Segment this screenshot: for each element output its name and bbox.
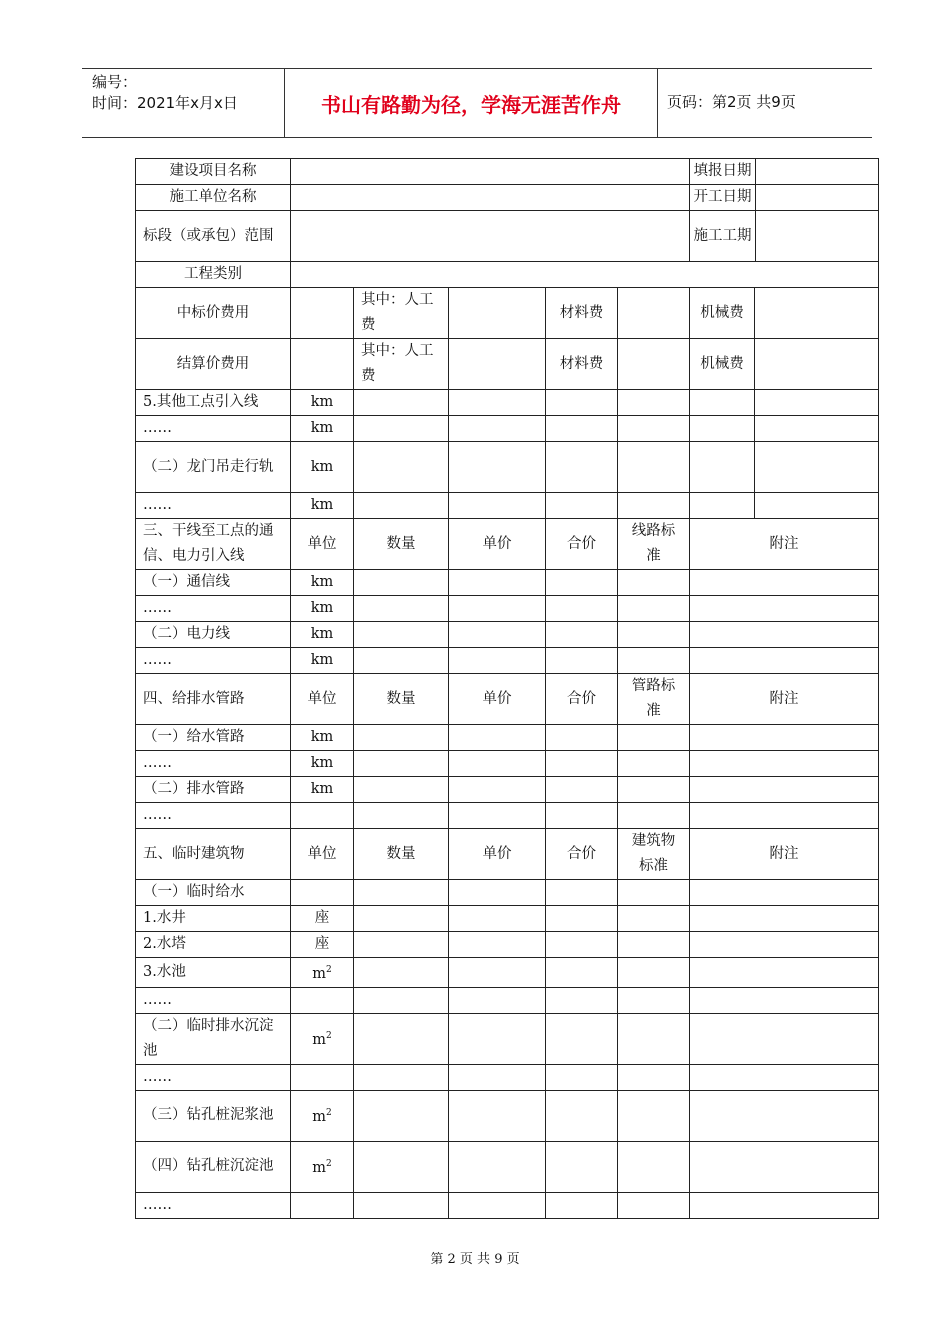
item-label: （四）钻孔桩沉淀池 xyxy=(136,1141,291,1192)
header-meta xyxy=(92,72,238,114)
cost-table xyxy=(135,158,879,1219)
unit-exponent: 2 xyxy=(326,965,332,975)
unit-cell xyxy=(291,1090,354,1141)
duration-value[interactable] xyxy=(756,211,878,261)
unit-sqm: m xyxy=(312,1109,326,1126)
table-row xyxy=(136,906,879,932)
col-unit: 单位 xyxy=(291,829,354,880)
category-value[interactable] xyxy=(291,262,879,288)
table-row xyxy=(136,211,879,262)
col-unit-price: 单价 xyxy=(449,519,546,570)
labor-label: 其中：人工费 xyxy=(354,339,449,390)
category-label: 工程类别 xyxy=(136,262,291,288)
item-label: （一）临时给水 xyxy=(136,880,291,906)
project-name-value[interactable] xyxy=(291,159,690,185)
col-line-standard: 线路标准 xyxy=(618,519,690,570)
table-row xyxy=(136,777,879,803)
item-label: （二）电力线 xyxy=(136,622,291,648)
table-row xyxy=(136,185,879,211)
table-row xyxy=(136,829,879,880)
unit-cell: km xyxy=(291,390,354,416)
item-label: （二）临时排水沉淀池 xyxy=(136,1013,291,1064)
item-label: 3.水池 xyxy=(136,958,291,988)
unit-sqm: m xyxy=(312,1160,326,1177)
table-row xyxy=(136,570,879,596)
table-row xyxy=(136,648,879,674)
fill-date-value[interactable] xyxy=(756,159,878,184)
unit-cell: km xyxy=(291,648,354,674)
table-row xyxy=(136,519,879,570)
col-quantity: 数量 xyxy=(354,674,449,725)
table-row xyxy=(136,880,879,906)
item-label: （三）钻孔桩泥浆池 xyxy=(136,1090,291,1141)
table-row xyxy=(136,390,879,416)
unit-exponent: 2 xyxy=(326,1108,332,1119)
table-row xyxy=(136,288,879,339)
unit-cell: km xyxy=(291,570,354,596)
item-label: …… xyxy=(136,596,291,622)
material-label: 材料费 xyxy=(546,288,618,339)
item-label: 1.水井 xyxy=(136,906,291,932)
col-total: 合价 xyxy=(546,674,618,725)
unit-cell: km xyxy=(291,596,354,622)
duration-label: 施工工期 xyxy=(690,211,756,261)
unit-cell: km xyxy=(291,416,354,442)
item-label: …… xyxy=(136,751,291,777)
item-label: …… xyxy=(136,803,291,829)
item-label: （二）排水管路 xyxy=(136,777,291,803)
table-row xyxy=(136,987,879,1013)
item-label: …… xyxy=(136,648,291,674)
table-row xyxy=(136,1141,879,1192)
unit-cell: km xyxy=(291,622,354,648)
item-label: 2.水塔 xyxy=(136,932,291,958)
unit-cell: km xyxy=(291,442,354,493)
col-building-standard: 建筑物标准 xyxy=(618,829,690,880)
number-label: 编号： xyxy=(92,73,138,91)
project-name-label: 建设项目名称 xyxy=(136,159,291,185)
table-row xyxy=(136,339,879,390)
table-row xyxy=(136,416,879,442)
table-row xyxy=(136,674,879,725)
page-indicator: 页码：第2页 共9页 xyxy=(667,93,796,111)
item-label: …… xyxy=(136,416,291,442)
settlement-cost-label: 结算价费用 xyxy=(136,339,291,390)
section-scope-label: 标段（或承包）范围 xyxy=(136,211,291,262)
table-row xyxy=(136,1192,879,1218)
labor-label: 其中：人工费 xyxy=(354,288,449,339)
col-pipe-standard: 管路标准 xyxy=(618,674,690,725)
table-row xyxy=(136,932,879,958)
table-row xyxy=(136,725,879,751)
item-label: 5.其他工点引入线 xyxy=(136,390,291,416)
unit-cell: km xyxy=(291,751,354,777)
table-row xyxy=(136,596,879,622)
unit-cell xyxy=(291,958,354,988)
unit-cell: 座 xyxy=(291,932,354,958)
table-row xyxy=(136,159,879,185)
unit-cell: km xyxy=(291,493,354,519)
table-row xyxy=(136,622,879,648)
time-text: 时间：2021年x月x日 xyxy=(92,94,238,112)
col-remark: 附注 xyxy=(690,674,879,725)
unit-exponent: 2 xyxy=(326,1031,332,1042)
col-remark: 附注 xyxy=(690,519,879,570)
col-quantity: 数量 xyxy=(354,829,449,880)
table-row xyxy=(136,1064,879,1090)
header-divider xyxy=(657,69,658,137)
col-unit: 单位 xyxy=(291,519,354,570)
table-row xyxy=(136,493,879,519)
col-quantity: 数量 xyxy=(354,519,449,570)
unit-cell: 座 xyxy=(291,906,354,932)
col-total: 合价 xyxy=(546,519,618,570)
section-title: 四、给排水管路 xyxy=(136,674,291,725)
item-label: …… xyxy=(136,987,291,1013)
table-row xyxy=(136,262,879,288)
col-unit-price: 单价 xyxy=(449,829,546,880)
table-row xyxy=(136,442,879,493)
fill-date-label: 填报日期 xyxy=(690,159,756,184)
item-label: …… xyxy=(136,1064,291,1090)
construction-unit-label: 施工单位名称 xyxy=(136,185,291,211)
construction-unit-value[interactable] xyxy=(291,185,690,211)
table-row xyxy=(136,803,879,829)
bid-cost-label: 中标价费用 xyxy=(136,288,291,339)
unit-cell xyxy=(291,1013,354,1064)
unit-cell: km xyxy=(291,725,354,751)
table-row xyxy=(136,1013,879,1064)
item-label: …… xyxy=(136,493,291,519)
item-label: …… xyxy=(136,1192,291,1218)
motto: 书山有路勤为径，学海无涯苦作舟 xyxy=(321,92,621,117)
col-total: 合价 xyxy=(546,829,618,880)
machinery-label: 机械费 xyxy=(690,339,755,390)
start-date-value[interactable] xyxy=(756,185,878,210)
machinery-label: 机械费 xyxy=(690,288,755,339)
col-unit-price: 单价 xyxy=(449,674,546,725)
col-unit: 单位 xyxy=(291,674,354,725)
unit-cell xyxy=(291,1141,354,1192)
unit-sqm: m xyxy=(312,965,326,982)
section-title: 三、干线至工点的通信、电力引入线 xyxy=(136,519,291,570)
unit-cell: km xyxy=(291,777,354,803)
table-row xyxy=(136,958,879,988)
start-date-label: 开工日期 xyxy=(690,185,756,210)
item-label: （一）给水管路 xyxy=(136,725,291,751)
table-row xyxy=(136,751,879,777)
unit-exponent: 2 xyxy=(326,1159,332,1170)
col-remark: 附注 xyxy=(690,829,879,880)
section-title: 五、临时建筑物 xyxy=(136,829,291,880)
unit-sqm: m xyxy=(312,1032,326,1049)
item-label: （二）龙门吊走行轨 xyxy=(136,442,291,493)
item-label: （一）通信线 xyxy=(136,570,291,596)
table-row xyxy=(136,1090,879,1141)
page-header xyxy=(82,68,872,138)
page-footer: 第 2 页 共 9 页 xyxy=(430,1252,520,1267)
material-label: 材料费 xyxy=(546,339,618,390)
section-scope-value[interactable] xyxy=(291,211,690,262)
